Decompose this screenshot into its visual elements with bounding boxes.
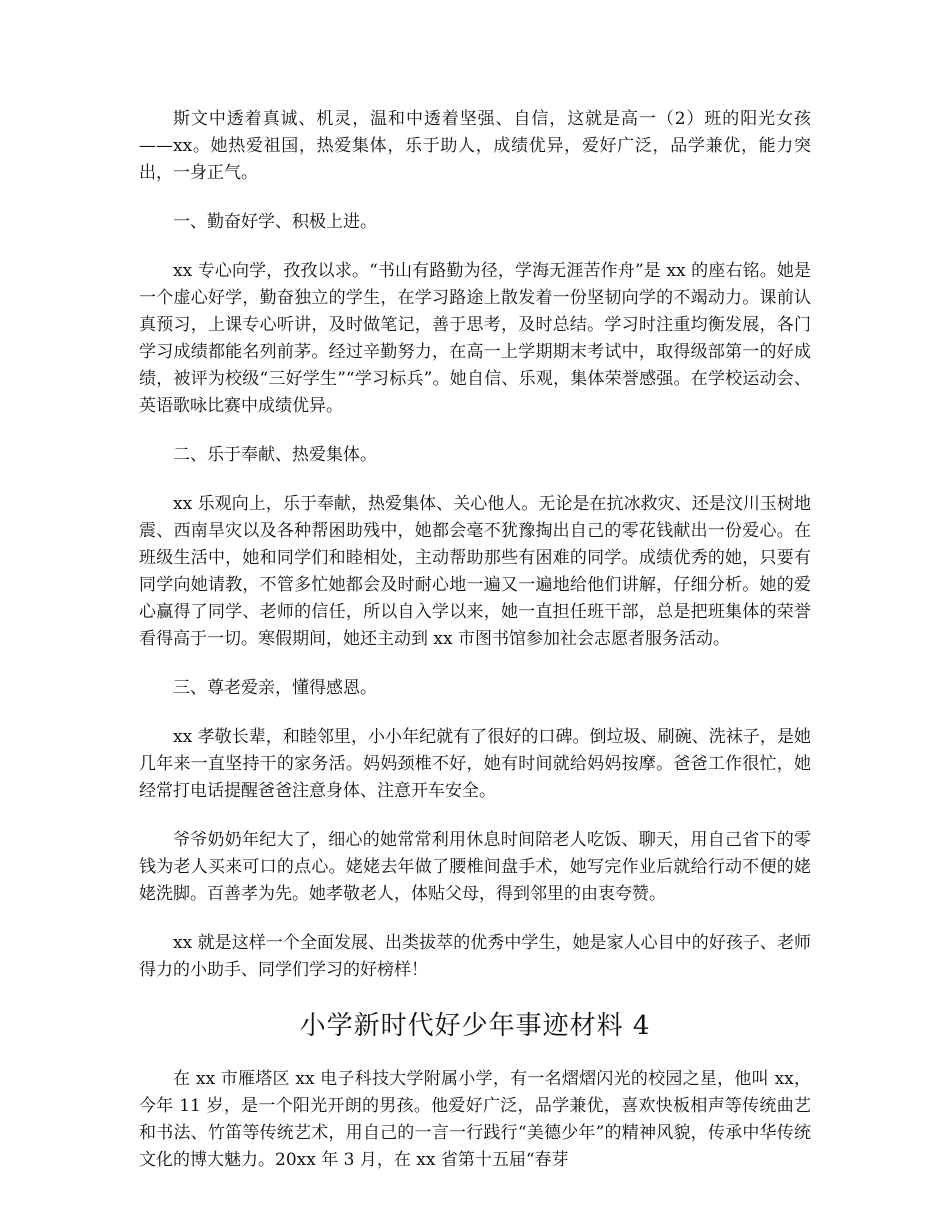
intro-paragraph: 斯文中透着真诚、机灵，温和中透着坚强、自信，这就是高一（2）班的阳光女孩——xx。她热爱祖国，热爱集体，乐于助人，成绩优异，爱好广泛，品学兼优，能力突出，一身正气。: [139, 109, 811, 183]
document-page: [139, 106, 811, 1196]
section-1-paragraph: xx 专心向学，孜孜以求。“书山有路勤为径，学海无涯苦作舟”是 xx 的座右铭。她是一个虚心好学，勤奋独立的学生，在学习路途上散发着一份坚韧向学的不竭动力。课前认真预习，上课专心听讲，及时做笔记，善于思考，及时总结。学习时注重均衡发展，各门学习成绩都能名列前茅。经过辛勤努力，在高一上学期期末考试中，取得级部第一的好成绩，被评为校级“三好学生”“学习标兵”。她自信、乐观，集体荣誉感强。在学校运动会、英语歌咏比赛中成绩优异。: [139, 261, 811, 416]
section-heading-2: 二、乐于奉献、热爱集体。: [173, 445, 377, 465]
section-3-paragraph-1: xx 孝敬长辈，和睦邻里，小小年纪就有了很好的口碑。倒垃圾、刷碗、洗袜子，是她几年来一直坚持干的家务活。妈妈颈椎不好，她有时间就给妈妈按摩。爸爸工作很忙，她经常打电话提醒爸爸注意身体、注意开车安全。: [139, 727, 811, 801]
section-heading-3: 三、尊老爱亲，懂得感恩。: [173, 678, 377, 698]
story-4-paragraph: 在 xx 市雁塔区 xx 电子科技大学附属小学，有一名熠熠闪光的校园之星，他叫 xx，今年 11 岁，是一个阳光开朗的男孩。他爱好广泛，品学兼优，喜欢快板相声等传统曲艺和书法、竹笛等传统艺术，用自己的一言一行践行“美德少年”的精神风貌，传承中华传统文化的博大魅力。20xx 年 3 月，在 xx 省第十五届“春芽: [139, 1069, 811, 1170]
closing-paragraph: xx 就是这样一个全面发展、出类拔萃的优秀中学生，她是家人心目中的好孩子、老师得力的小助手、同学们学习的好榜样！: [139, 933, 811, 980]
document-title: 小学新时代好少年事迹材料 4: [299, 1011, 651, 1041]
section-3-paragraph-2: 爷爷奶奶年纪大了，细心的她常常利用休息时间陪老人吃饭、聊天，用自己省下的零钱为老人买来可口的点心。姥姥去年做了腰椎间盘手术，她写完作业后就给行动不便的姥姥洗脚。百善孝为先。她孝敬老人，体贴父母，得到邻里的由衷夸赞。: [139, 830, 811, 904]
section-2-paragraph: xx 乐观向上，乐于奉献，热爱集体、关心他人。无论是在抗冰救灾、还是汶川玉树地震、西南旱灾以及各种帮困助残中，她都会毫不犹豫掏出自己的零花钱献出一份爱心。在班级生活中，她和同学们和睦相处，主动帮助那些有困难的同学。成绩优秀的她，只要有同学向她请教，不管多忙她都会及时耐心地一遍又一遍地给他们讲解，仔细分析。她的爱心赢得了同学、老师的信任，所以自入学以来，她一直担任班干部，总是把班集体的荣誉看得高于一切。寒假期间，她还主动到 xx 市图书馆参加社会志愿者服务活动。: [139, 494, 811, 649]
section-heading-1: 一、勤奋好学、积极上进。: [173, 212, 377, 232]
